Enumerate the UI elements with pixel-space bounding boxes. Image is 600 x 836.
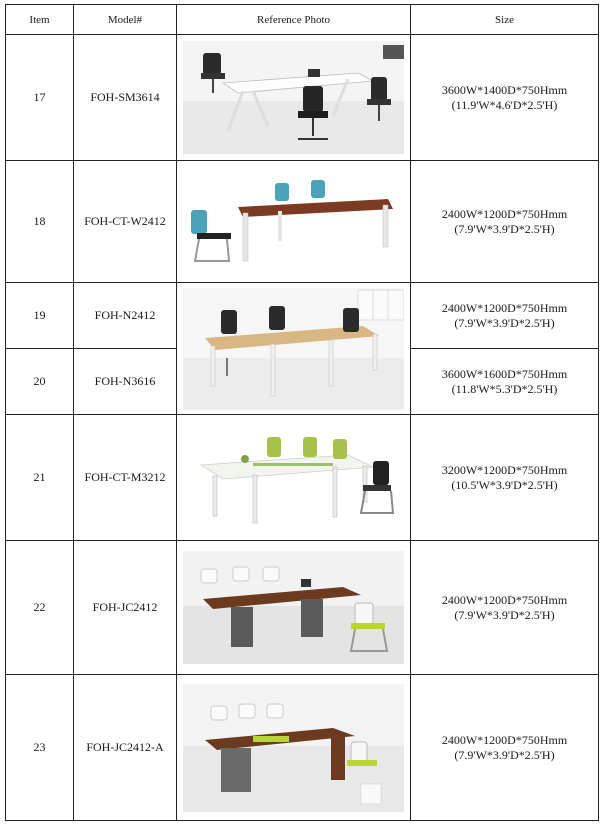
- walnut-conference-table-photo-icon: [183, 165, 404, 278]
- header-item: Item: [6, 5, 74, 35]
- white-conference-table-photo-icon: [183, 41, 404, 154]
- item-number: 22: [6, 541, 74, 675]
- size-cell: [411, 283, 599, 349]
- model-number: FOH-N3616: [74, 349, 177, 415]
- size-imperial: (7.9'W*3.9'D*2.5'H): [454, 747, 555, 762]
- reference-photo: [177, 161, 411, 283]
- pedestal-conference-table-photo-icon: [183, 551, 404, 664]
- table-row: [6, 161, 599, 283]
- size-imperial: (7.9'W*3.9'D*2.5'H): [454, 221, 555, 236]
- reference-photo: [177, 675, 411, 821]
- size-metric: 2400W*1200D*750Hmm: [441, 732, 568, 747]
- size-metric: 2400W*1200D*750Hmm: [441, 592, 568, 607]
- size-imperial: (7.9'W*3.9'D*2.5'H): [454, 315, 555, 330]
- product-table: [5, 4, 599, 821]
- glass-top-conference-table-photo-icon: [183, 421, 404, 534]
- reference-photo: [177, 283, 411, 415]
- model-number: FOH-SM3614: [74, 35, 177, 161]
- size-imperial: (11.9'W*4.6'D*2.5'H): [451, 97, 558, 112]
- table-row: [6, 35, 599, 161]
- size-imperial: (10.5'W*3.9'D*2.5'H): [451, 477, 558, 492]
- table-row: [6, 675, 599, 821]
- table-header-row: [6, 5, 599, 35]
- item-number: 17: [6, 35, 74, 161]
- header-size: Size: [411, 5, 599, 35]
- size-metric: 3600W*1600D*750Hmm: [441, 366, 568, 381]
- item-number: 23: [6, 675, 74, 821]
- model-number: FOH-CT-M3212: [74, 415, 177, 541]
- size-imperial: (11.8'W*5.3'D*2.5'H): [451, 381, 558, 396]
- item-number: 20: [6, 349, 74, 415]
- model-number: FOH-N2412: [74, 283, 177, 349]
- size-cell: [411, 161, 599, 283]
- size-metric: 2400W*1200D*750Hmm: [441, 206, 568, 221]
- table-row: [6, 415, 599, 541]
- table-row: [6, 541, 599, 675]
- model-number: FOH-CT-W2412: [74, 161, 177, 283]
- size-metric: 3200W*1200D*750Hmm: [441, 462, 568, 477]
- size-cell: [411, 349, 599, 415]
- size-imperial: (7.9'W*3.9'D*2.5'H): [454, 607, 555, 622]
- reference-photo: [177, 35, 411, 161]
- reference-photo: [177, 541, 411, 675]
- size-cell: [411, 541, 599, 675]
- header-model: Model#: [74, 5, 177, 35]
- header-photo: Reference Photo: [177, 5, 411, 35]
- size-cell: [411, 675, 599, 821]
- panel-leg-conference-table-photo-icon: [183, 684, 404, 812]
- item-number: 19: [6, 283, 74, 349]
- size-metric: 2400W*1200D*750Hmm: [441, 300, 568, 315]
- item-number: 18: [6, 161, 74, 283]
- item-number: 21: [6, 415, 74, 541]
- size-cell: [411, 415, 599, 541]
- table-row: [6, 283, 599, 349]
- reference-photo: [177, 415, 411, 541]
- size-cell: [411, 35, 599, 161]
- model-number: FOH-JC2412-A: [74, 675, 177, 821]
- model-number: FOH-JC2412: [74, 541, 177, 675]
- maple-conference-table-photo-icon: [183, 288, 404, 410]
- size-metric: 3600W*1400D*750Hmm: [441, 82, 568, 97]
